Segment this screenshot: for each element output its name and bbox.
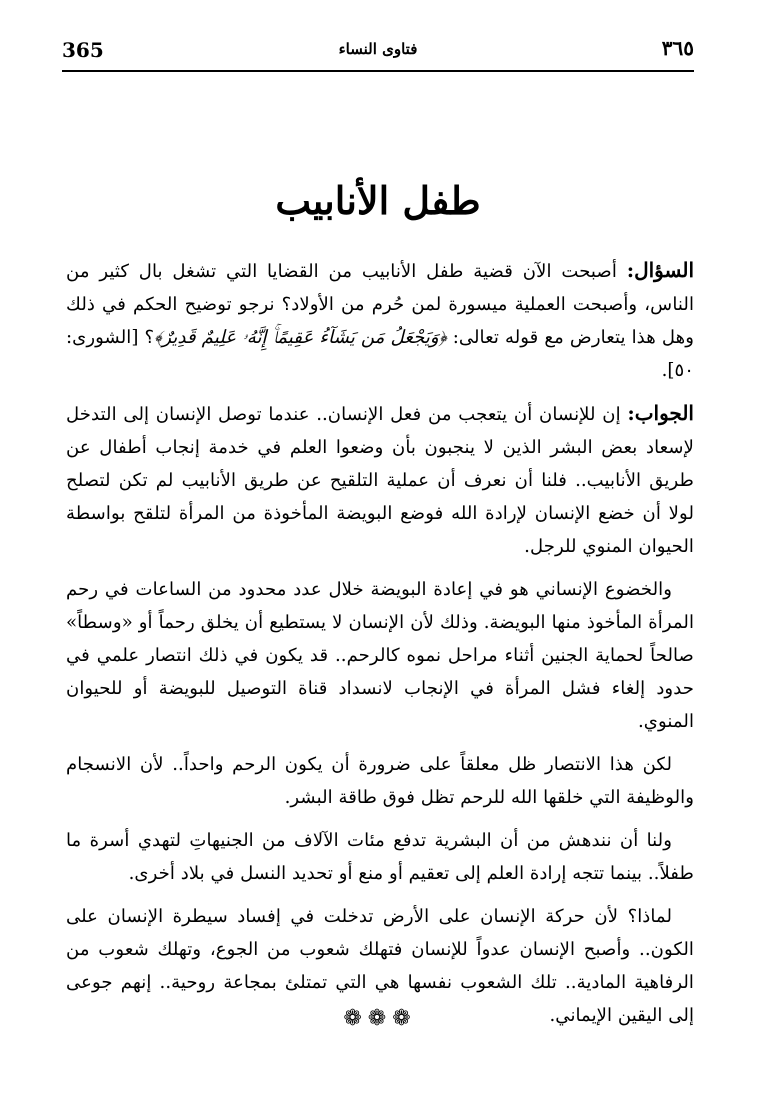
body-paragraph: والخضوع الإنساني هو في إعادة البويضة خلال عدد محدود من الساعات في رحم المرأة المأخوذ منها البويضة. وذلك لأن الإنسان لا يستطيع أن يخلق رحماً أو «وسطاً» صالحاً لحماية الجنين أثناء مراحل نموه كالرحم.. قد يكون في ذلك انتصار علمي في حدود إلغاء فشل المرأة في الإنجاب لانسداد قناة التوصيل للبويضة أو للحيوان المنوي. bbox=[66, 579, 694, 732]
answer-label: الجواب: bbox=[627, 401, 694, 425]
page-number-latin: 365 bbox=[62, 38, 104, 62]
body-paragraph: لكن هذا الانتصار ظل معلقاً على ضرورة أن يكون الرحم واحداً.. لأن الانسجام والوظيفة التي خلقها الله للرحم تظل فوق طاقة البشر. bbox=[66, 754, 694, 808]
article-body bbox=[66, 254, 694, 1042]
answer-text: إن للإنسان أن يتعجب من فعل الإنسان.. عندما توصل الإنسان إلى التدخل لإسعاد بعض البشر الذين لا ينجبون بأن وضعوا العلم في خدمة إنجاب أطفال عن طريق الأنابيب.. فلنا أن نعرف أن عملية التلقيح عن طريق الأنابيب لم تكن لتصلح لولا أن خضع الإنسان لإرادة الله فوضع البويضة المأخوذة من المرأة لتلقح بواسطة الحيوان المنوي للرجل. bbox=[66, 404, 694, 557]
question-paragraph bbox=[66, 254, 694, 387]
body-paragraph: لماذا؟ لأن حركة الإنسان على الأرض تدخلت في إفساد سيطرة الإنسان على الكون.. وأصبح الإنسان عدواً للإنسان فتهلك شعوب من الجوع، وتهلك شعوب من الرفاهية المادية.. تلك الشعوب نفسها هي التي تمتلئ بمجاعة روحية.. إنهم جوعى إلى اليقين الإيماني. bbox=[66, 906, 694, 1026]
running-title: فتاوى النساء bbox=[338, 40, 418, 58]
quran-quote: ﴿وَيَجْعَلُ مَن يَشَآءُ عَقِيمًاۚ إِنَّهُۥ عَلِيمٌ قَدِيرٌ﴾ bbox=[154, 327, 447, 348]
end-ornament: ❁❁❁ bbox=[343, 1006, 417, 1031]
article-title: طفل الأنابيب bbox=[275, 178, 481, 223]
quran-reference: ؟ [الشورى: ٥٠]. bbox=[66, 327, 694, 381]
page-number-arabic: ٣٦٥ bbox=[661, 36, 694, 60]
question-label: السؤال: bbox=[626, 258, 694, 282]
body-paragraph: ولنا أن نندهش من أن البشرية تدفع مئات الآلاف من الجنيهاتِ لتهدي أسرة ما طفلاً.. بينما تتجه إرادة العلم إلى تعقيم أو منع أو تحديد النسل في بلاد أخرى. bbox=[66, 830, 694, 884]
page-header bbox=[62, 30, 694, 72]
question-text: أصبحت الآن قضية طفل الأنابيب من القضايا التي تشغل بال كثير من الناس، وأصبحت العملية ميسورة لمن حُرم من الأولاد؟ نرجو توضيح الحكم في ذلك وهل هذا يتعارض مع قوله تعالى: bbox=[66, 261, 694, 348]
answer-paragraph bbox=[66, 397, 694, 563]
